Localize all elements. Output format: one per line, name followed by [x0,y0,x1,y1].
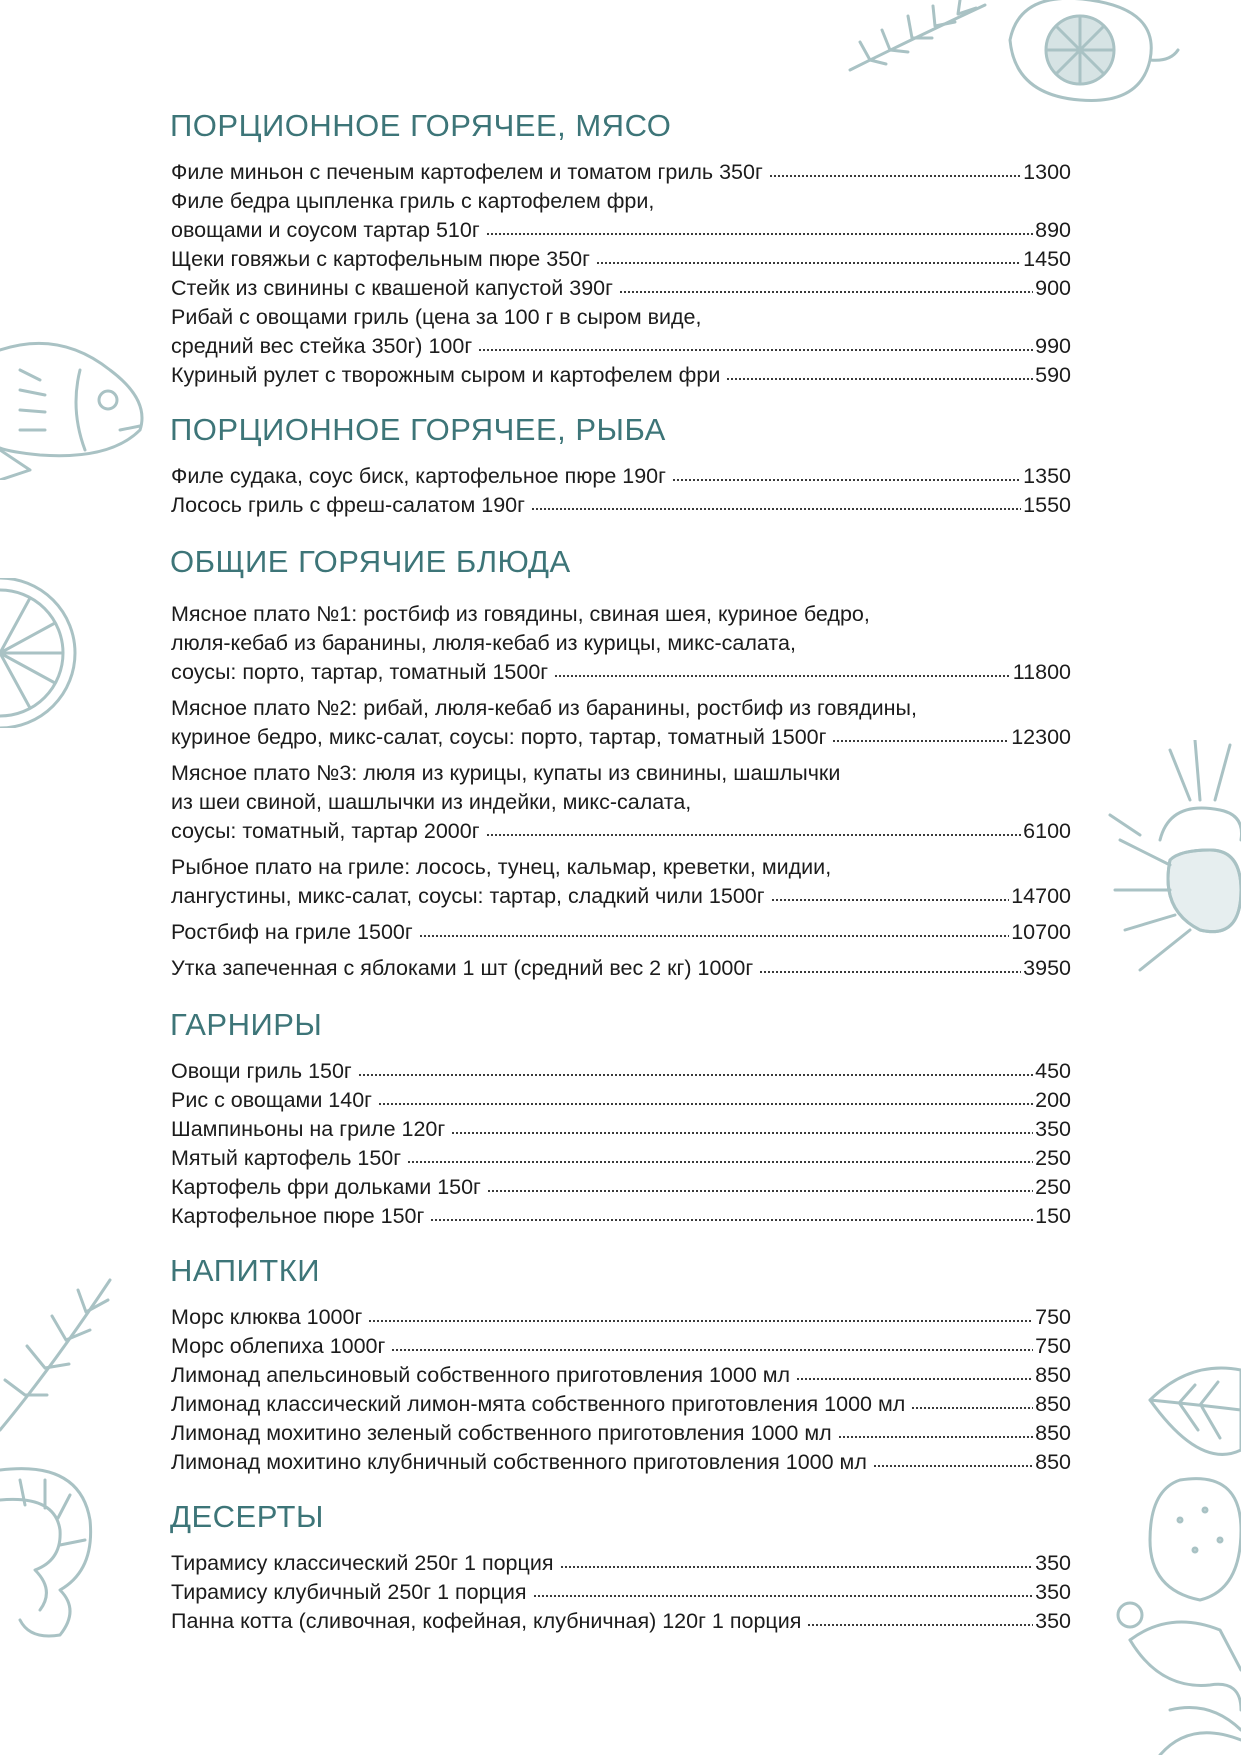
dot-leader [487,1189,1033,1193]
dot-leader [533,1594,1034,1598]
dish-name: Филе бедра цыпленка гриль с картофелем фри, [171,189,655,213]
dish-name: Мясное плато №2: рибай, люля-кебаб из баранины, ростбиф из говядины, [171,696,917,720]
dot-leader [796,1377,1033,1381]
dish-name: Рыбное плато на гриле: лосось, тунец, кальмар, креветки, мидии, [171,855,832,879]
menu-item-line [171,1202,1071,1231]
dish-name: средний вес стейка 350г) 100г [171,334,473,358]
dot-leader [807,1623,1033,1627]
menu-item [171,1202,1071,1231]
price: 1550 [1023,493,1071,517]
menu-item-line [171,759,1071,788]
dot-leader [726,377,1033,381]
menu-item-line [171,658,1071,687]
menu-item-line [171,1144,1071,1173]
section-title: ДЕСЕРТЫ [170,1499,324,1534]
menu-item [171,1144,1071,1173]
price: 1350 [1023,464,1071,488]
price: 750 [1035,1305,1071,1329]
section-title: НАПИТКИ [170,1253,321,1288]
dish-name: из шеи свиной, шашлычки из индейки, микс-салата, [171,790,692,814]
menu-item-line [171,1057,1071,1086]
strawberry-icon [1110,1470,1241,1755]
dish-name: Морс облепиха 1000г [171,1334,386,1358]
dish-name: Лосось гриль с фреш-салатом 190г [171,493,525,517]
section-title: ПОРЦИОННОЕ ГОРЯЧЕЕ, РЫБА [170,412,666,447]
dot-leader [672,478,1021,482]
menu-item-line [171,1303,1071,1332]
price: 900 [1035,276,1071,300]
menu-item-line [171,1115,1071,1144]
dish-name: Куриный рулет с творожным сыром и картофелем фри [171,363,721,387]
menu-item-line [171,462,1071,491]
menu-item-line [171,723,1071,752]
dish-name: соусы: томатный, тартар 2000г [171,819,480,843]
menu-item-line [171,1578,1071,1607]
section-title: ОБЩИЕ ГОРЯЧИЕ БЛЮДА [170,544,571,579]
menu-item [171,491,1071,520]
dish-name: Панна котта (сливочная, кофейная, клубничная) 120г 1 порция [171,1609,802,1633]
menu-item-line [171,491,1071,520]
menu-item [171,274,1071,303]
price: 450 [1035,1059,1071,1083]
menu-item [171,600,1071,687]
menu-section [171,542,1071,983]
dish-name: люля-кебаб из баранины, люля-кебаб из курицы, микс-салата, [171,631,796,655]
menu-item [171,853,1071,911]
dish-name: Рис с овощами 140г [171,1088,373,1112]
dot-leader [486,833,1022,837]
menu-item-line [171,1173,1071,1202]
menu-item-list [171,600,1071,983]
price: 850 [1035,1421,1071,1445]
price: 14700 [1011,884,1071,908]
menu-item-list [171,1057,1071,1231]
menu-item-line [171,1086,1071,1115]
rosemary-icon [840,0,990,90]
menu-item [171,954,1071,983]
dish-name: Тирамису классический 250г 1 порция [171,1551,554,1575]
dot-leader [451,1131,1033,1135]
dish-name: Лимонад апельсиновый собственного приготовления 1000 мл [171,1363,791,1387]
dot-leader [358,1073,1033,1077]
price: 350 [1035,1580,1071,1604]
dot-leader [368,1319,1033,1323]
menu-item-list [171,462,1071,520]
menu-item-line [171,954,1071,983]
dot-leader [419,934,1010,938]
menu-section [171,410,1071,520]
price: 750 [1035,1334,1071,1358]
shrimp-icon [0,1460,110,1640]
price: 850 [1035,1392,1071,1416]
dish-name: Филе миньон с печеным картофелем и томатом гриль 350г [171,160,763,184]
dot-leader [596,261,1021,265]
dot-leader [531,507,1021,511]
menu-item [171,158,1071,187]
dot-leader [832,739,1009,743]
menu-item-line [171,245,1071,274]
price: 11800 [1012,660,1071,684]
rosemary-branch-icon [0,1270,120,1440]
dot-leader [560,1565,1034,1569]
menu-item [171,245,1071,274]
menu-item [171,1057,1071,1086]
menu-item [171,1448,1071,1477]
dish-name: овощами и соусом тартар 510г [171,218,480,242]
dot-leader [478,348,1033,352]
price: 350 [1035,1609,1071,1633]
menu-item-line [171,853,1071,882]
price: 990 [1035,334,1071,358]
dish-name: Овощи гриль 150г [171,1059,352,1083]
menu-item-line [171,361,1071,390]
menu-item [171,1390,1071,1419]
price: 250 [1035,1146,1071,1170]
price: 1300 [1023,160,1071,184]
dish-name: соусы: порто, тартар, томатный 1500г [171,660,549,684]
dish-name: Стейк из свинины с квашеной капустой 390г [171,276,613,300]
dish-name: Мятый картофель 150г [171,1146,402,1170]
price: 10700 [1011,920,1071,944]
crab-icon [1100,740,1241,980]
dish-name: Тирамису клубичный 250г 1 порция [171,1580,527,1604]
menu-item-line [171,216,1071,245]
price: 1450 [1023,247,1071,271]
dish-name: Ростбиф на гриле 1500г [171,920,413,944]
menu-item-line [171,274,1071,303]
price: 12300 [1011,725,1071,749]
menu-item [171,1173,1071,1202]
menu-item-line [171,1361,1071,1390]
menu-item [171,1578,1071,1607]
fish-icon [0,330,150,480]
price: 3950 [1023,956,1071,980]
section-title: ПОРЦИОННОЕ ГОРЯЧЕЕ, МЯСО [170,108,672,143]
dish-name: куриное бедро, микс-салат, соусы: порто, тартар, томатный 1500г [171,725,827,749]
dot-leader [769,174,1021,178]
price: 890 [1035,218,1071,242]
dot-leader [838,1435,1033,1439]
dish-name: Лимонад мохитино клубничный собственного приготовления 1000 мл [171,1450,867,1474]
lemon-slice-icon [0,578,90,728]
price: 200 [1035,1088,1071,1112]
menu-item-line [171,1332,1071,1361]
menu-item [171,1607,1071,1636]
menu [171,106,1071,1636]
price: 6100 [1023,819,1071,843]
dot-leader [771,898,1010,902]
basil-leaf-icon [1140,1360,1241,1480]
menu-item-line [171,158,1071,187]
menu-item-line [171,694,1071,723]
menu-item-line [171,788,1071,817]
lemon-icon [1000,0,1180,110]
price: 590 [1035,363,1071,387]
menu-item-line [171,629,1071,658]
menu-item [171,1361,1071,1390]
price: 850 [1035,1363,1071,1387]
menu-item [171,462,1071,491]
menu-item [171,187,1071,245]
dot-leader [486,232,1033,236]
menu-item [171,1115,1071,1144]
menu-item-line [171,1607,1071,1636]
dish-name: Мясное плато №1: ростбиф из говядины, свиная шея, куриное бедро, [171,602,870,626]
dish-name: Филе судака, соус биск, картофельное пюре 190г [171,464,666,488]
menu-item [171,1419,1071,1448]
menu-item-line [171,332,1071,361]
menu-item-line [171,882,1071,911]
menu-item [171,694,1071,752]
price: 350 [1035,1117,1071,1141]
dish-name: Лимонад мохитино зеленый собственного приготовления 1000 мл [171,1421,832,1445]
dot-leader [619,290,1033,294]
dish-name: лангустины, микс-салат, соусы: тартар, сладкий чили 1500г [171,884,765,908]
dish-name: Морс клюква 1000г [171,1305,363,1329]
dish-name: Картофельное пюре 150г [171,1204,425,1228]
dish-name: Рибай с овощами гриль (цена за 100 г в сыром виде, [171,305,702,329]
menu-item-list [171,1303,1071,1477]
menu-item-line [171,1419,1071,1448]
menu-item-list [171,1549,1071,1636]
dish-name: Картофель фри дольками 150г [171,1175,481,1199]
dish-name: Утка запеченная с яблоками 1 шт (средний вес 2 кг) 1000г [171,956,754,980]
menu-item-line [171,303,1071,332]
menu-item [171,1303,1071,1332]
menu-section [171,1497,1071,1636]
menu-item-line [171,918,1071,947]
menu-item [171,759,1071,846]
menu-item [171,1332,1071,1361]
dish-name: Мясное плато №3: люля из курицы, купаты из свинины, шашлычки [171,761,841,785]
price: 250 [1035,1175,1071,1199]
price: 350 [1035,1551,1071,1575]
menu-item-line [171,817,1071,846]
dot-leader [391,1348,1033,1352]
dish-name: Щеки говяжьи с картофельным пюре 350г [171,247,590,271]
dot-leader [911,1406,1033,1410]
menu-item [171,361,1071,390]
dot-leader [873,1464,1033,1468]
menu-item-line [171,1448,1071,1477]
menu-item-list [171,158,1071,390]
menu-item [171,918,1071,947]
menu-item-line [171,1549,1071,1578]
menu-section [171,106,1071,390]
dot-leader [407,1160,1033,1164]
menu-item-line [171,600,1071,629]
menu-item [171,1086,1071,1115]
menu-item [171,1549,1071,1578]
dot-leader [378,1102,1033,1106]
price: 150 [1035,1204,1071,1228]
dish-name: Лимонад классический лимон-мята собственного приготовления 1000 мл [171,1392,906,1416]
menu-section [171,1005,1071,1231]
menu-item [171,303,1071,361]
dot-leader [554,674,1011,678]
dot-leader [759,970,1021,974]
dish-name: Шампиньоны на гриле 120г [171,1117,446,1141]
menu-item-line [171,1390,1071,1419]
price: 850 [1035,1450,1071,1474]
section-title: ГАРНИРЫ [170,1007,323,1042]
menu-item-line [171,187,1071,216]
menu-section [171,1251,1071,1477]
dot-leader [430,1218,1033,1222]
